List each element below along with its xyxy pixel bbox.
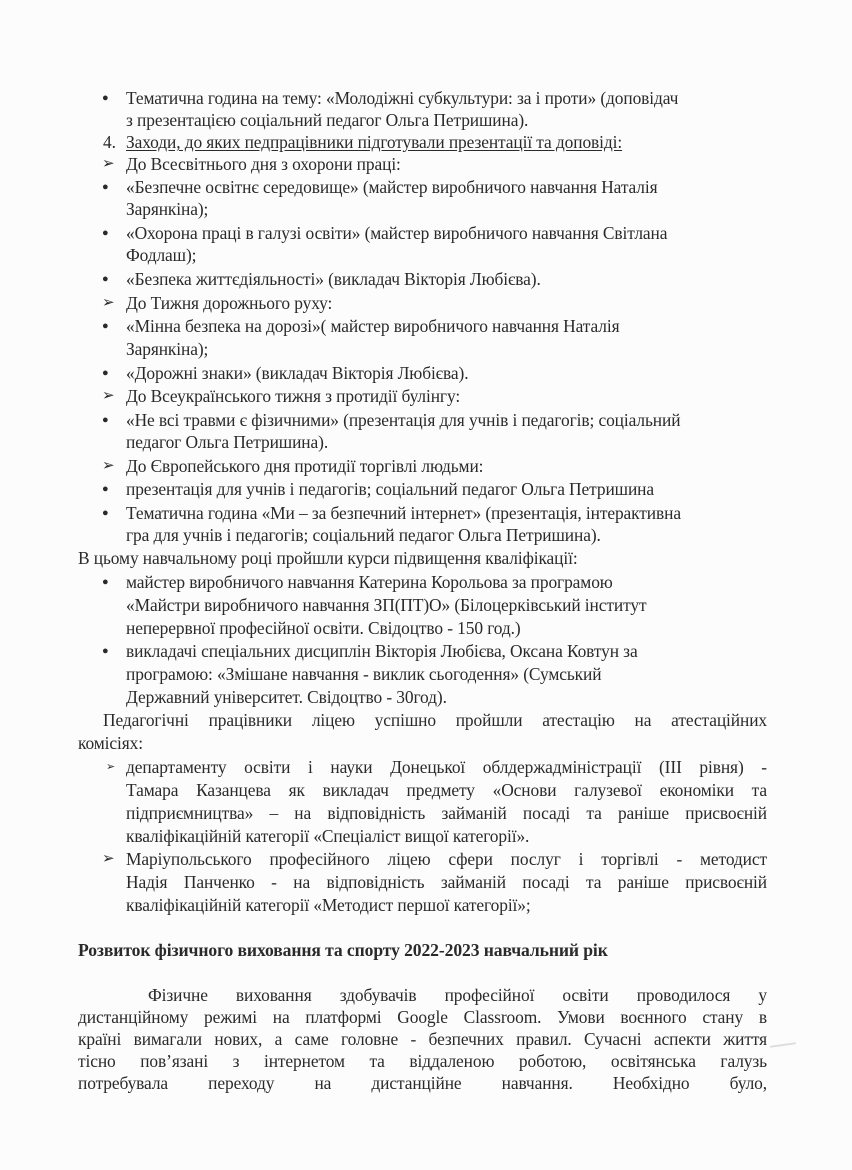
list-item-line: «Мінна безпека на дорозі»( майстер виробничого навчання Наталія (126, 316, 620, 336)
bullet-marker: ● (102, 367, 109, 379)
arrow-bullet-icon: ➢ (102, 388, 115, 404)
list-item-line: Зарянкіна); (126, 199, 209, 219)
arrow-bullet-icon: ➢ (102, 851, 115, 867)
bullet-marker: ● (102, 645, 109, 657)
group-title: До Тижня дорожнього руху: (126, 293, 333, 313)
section-number: 4. (103, 132, 116, 152)
list-item-line: гра для учнів і педагогів; соціальний педагог Ольга Петришина). (126, 525, 601, 545)
list-item-line: «Майстри виробничого навчання ЗП(ПТ)О» (Білоцерківський інститут (126, 595, 647, 615)
paragraph-line: потребувала переходу на дистанційне навчання. Необхідно було, (78, 1073, 767, 1093)
list-item-line: «Не всі травми є фізичними» (презентація для учнів і педагогів; соціальний (126, 410, 681, 430)
group-title: До Європейського дня протидії торгівлі людьми: (126, 456, 484, 476)
bullet-marker: ● (102, 414, 109, 426)
list-item-line: з презентацією соціальний педагог Ольга Петришина). (126, 110, 529, 130)
bullet-marker: ● (102, 227, 109, 239)
list-item-line: неперервної професійної освіти. Свідоцтво - 150 год.) (126, 618, 521, 638)
list-item-line: «Безпечне освітнє середовище» (майстер виробничого навчання Наталія (126, 177, 658, 197)
bullet-marker: ● (102, 483, 109, 495)
bullet-marker: ● (102, 320, 109, 332)
group-title: До Всеукраїнського тижня з протидії булінгу: (126, 386, 461, 406)
group-title: До Всесвітнього дня з охорони праці: (126, 154, 401, 174)
list-item-line: Державний університет. Свідоцтво - 30год). (126, 687, 447, 707)
attestation-intro-line: комісіях: (78, 733, 143, 753)
list-item-line: підприємництва» – на відповідність займаній посаді та раніше присвоєній (126, 803, 767, 823)
list-item-line: кваліфікаційній категорії «Методист першої категорії»; (126, 895, 531, 915)
list-item-line: Маріупольського професійного ліцею сфери послуг і торгівлі - методист (126, 849, 767, 869)
list-item-line: педагог Ольга Петришина). (126, 432, 329, 452)
list-item-line: презентація для учнів і педагогів; соціальний педагог Ольга Петришина (126, 479, 654, 499)
paragraph-line: Фізичне виховання здобувачів професійної освіти проводилося у (148, 985, 767, 1005)
bullet-marker: ● (102, 507, 109, 519)
arrow-bullet-icon: ➢ (102, 458, 115, 474)
section-heading: Розвиток фізичного виховання та спорту 2022-2023 навчальний рік (78, 940, 608, 960)
list-item-line: департаменту освіти і науки Донецької облдержадміністрації (ІІІ рівня) - (126, 757, 767, 777)
scan-artifact (770, 1042, 796, 1048)
section-title: Заходи, до яких педпрацівники підготували презентації та доповіді: (126, 132, 623, 152)
paragraph-line: країні вимагали нових, а саме головне - безпечних правил. Сучасні аспекти життя (78, 1029, 767, 1049)
list-item-line: Фодлаш); (126, 245, 197, 265)
arrow-bullet-icon: ➢ (102, 156, 115, 172)
arrow-bullet-icon: ➢ (102, 295, 115, 311)
list-item-line: «Дорожні знаки» (викладач Вікторія Любієва). (126, 363, 469, 383)
paragraph-line: дистанційному режимі на платформі Google Classroom. Умови воєнного стану в (78, 1007, 767, 1027)
list-item-line: Тематична година на тему: «Молодіжні субкультури: за і проти» (доповідач (126, 88, 679, 108)
list-item-line: Надія Панченко - на відповідність займаній посаді та раніше присвоєній (126, 872, 767, 892)
list-item-line: Тематична година «Ми – за безпечний інтернет» (презентація, інтерактивна (126, 503, 681, 523)
paragraph-line: тісно пов’язані з інтернетом та віддаленою роботою, освітянська галузь (78, 1051, 767, 1071)
list-item-line: програмою: «Змішане навчання - виклик сьогодення» (Сумський (126, 664, 602, 684)
attestation-intro-line: Педагогічні працівники ліцею успішно пройшли атестацію на атестаційних (103, 710, 767, 730)
bullet-marker: ● (102, 181, 109, 193)
bullet-marker: ● (102, 576, 109, 588)
courses-intro: В цьому навчальному році пройшли курси підвищення кваліфікації: (78, 548, 578, 568)
list-item-line: викладачі спеціальних дисциплін Вікторія Любієва, Оксана Ковтун за (126, 641, 638, 661)
list-item-line: кваліфікаційній категорії «Спеціаліст вищої категорії». (126, 826, 530, 846)
list-item-line: майстер виробничого навчання Катерина Корольова за програмою (126, 572, 613, 592)
bullet-marker: ● (102, 273, 109, 285)
list-item-line: «Безпека життєдіяльності» (викладач Вікторія Любієва). (126, 269, 541, 289)
arrow-bullet-icon: ➢ (106, 761, 116, 773)
list-item-line: Тамара Казанцева як викладач предмету «Основи галузевої економіки та (126, 780, 767, 800)
list-item-line: Зарянкіна); (126, 339, 209, 359)
bullet-marker: ● (102, 92, 109, 104)
list-item-line: «Охорона праці в галузі освіти» (майстер виробничого навчання Світлана (126, 223, 668, 243)
